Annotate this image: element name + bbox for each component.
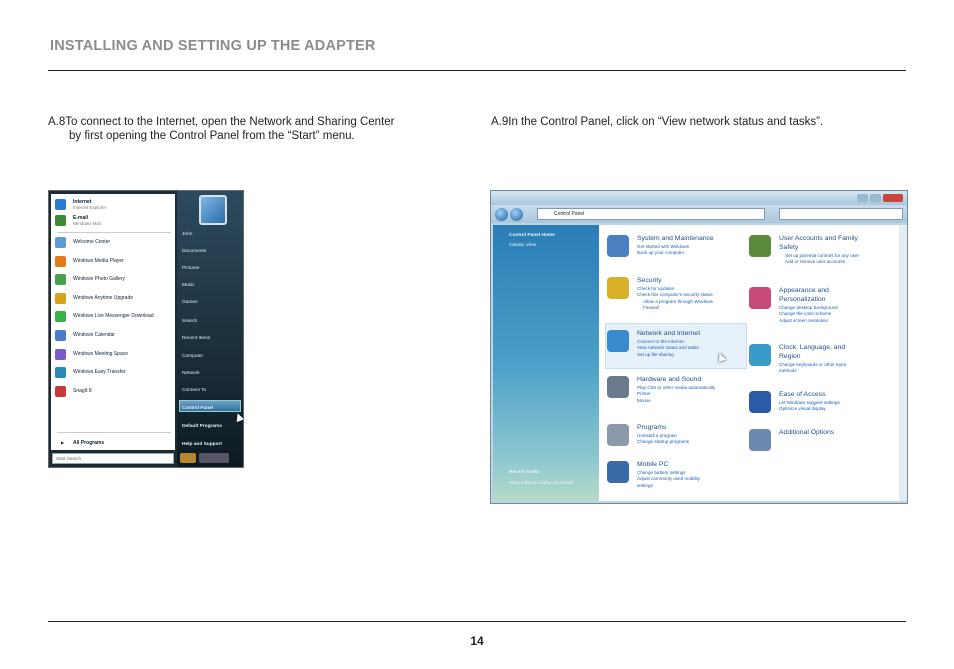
control-panel-screenshot [490, 190, 908, 504]
category-link[interactable]: Change battery settings [637, 470, 686, 475]
category-link[interactable]: Mouse [637, 397, 651, 403]
lock-button-icon[interactable] [199, 453, 229, 463]
all-programs-label: All Programs [73, 440, 105, 446]
start-pinned-subtitle: Windows Mail [73, 221, 101, 226]
category-link[interactable]: Check this computer's security status [637, 292, 713, 298]
start-recent-title: Windows Photo Gallery [73, 276, 125, 283]
internet-explorer-icon [55, 199, 66, 210]
category-link[interactable]: Let Windows suggest settings [779, 400, 840, 405]
category-link[interactable]: Allow a program through Windows [643, 298, 713, 304]
category-title[interactable]: Hardware and Sound [637, 376, 702, 383]
category-title[interactable]: Programs [637, 424, 667, 431]
category-title-line2[interactable]: Region [779, 353, 801, 360]
start-right-item[interactable]: Computer [182, 354, 204, 359]
step-a8-number: A.8 [48, 116, 66, 128]
search-input[interactable] [779, 208, 903, 220]
step-a8 [48, 115, 468, 143]
messenger-icon [55, 311, 66, 322]
category-link[interactable]: methods [779, 368, 797, 374]
category-title[interactable]: Appearance and [779, 287, 829, 294]
start-right-item[interactable]: Control Panel [182, 406, 214, 411]
arrow-right-icon: ▶ [61, 440, 65, 445]
maximize-icon[interactable] [870, 194, 881, 202]
category-link[interactable]: Get started with Windows [637, 244, 690, 249]
classic-view-link[interactable]: Classic View [509, 243, 537, 248]
start-pinned-title: E-mail [73, 215, 89, 221]
task-pane [493, 225, 599, 501]
start-right-item[interactable]: Connect To [182, 388, 207, 393]
start-right-item[interactable]: John [182, 232, 193, 237]
category-link[interactable]: Change desktop background [779, 305, 838, 310]
media-player-icon [55, 256, 66, 267]
category-title[interactable]: Additional Options [779, 429, 835, 436]
start-recent-title: Windows Meeting Space [73, 350, 129, 357]
start-recent-title: Windows Anytime Upgrade [73, 294, 134, 301]
category-link[interactable]: Play CDs or other media automatically [637, 385, 716, 390]
category-title-line2[interactable]: Personalization [779, 296, 826, 303]
step-a8-line1: To connect to the Internet, open the Network and Sharing Center [65, 116, 395, 128]
start-menu-screenshot [48, 190, 244, 468]
start-menu-divider [57, 232, 171, 233]
category-link[interactable]: Firewall [643, 305, 659, 311]
start-menu-programs-pane [51, 194, 175, 450]
start-right-item[interactable]: Recent Items [182, 336, 211, 341]
programs-icon [607, 424, 629, 446]
recent-task-link[interactable]: View network status and tasks [509, 481, 574, 486]
forward-arrow-icon[interactable] [510, 208, 523, 221]
footer-rule [48, 621, 906, 622]
hardware-sound-icon [607, 376, 629, 398]
easy-transfer-icon [55, 367, 66, 378]
welcome-icon [55, 237, 66, 248]
page-number: 14 [470, 634, 484, 648]
start-menu-divider [57, 432, 171, 433]
minimize-icon[interactable] [857, 194, 868, 202]
photo-gallery-icon [55, 274, 66, 285]
address-bar[interactable]: Control Panel [537, 208, 765, 220]
start-recent-title: Windows Live Messenger Download [73, 313, 154, 320]
scrollbar[interactable] [899, 225, 907, 501]
category-link[interactable]: Printer [637, 391, 651, 397]
start-recent-title: SnagIt 8 [73, 387, 92, 394]
additional-options-icon [749, 429, 771, 451]
category-link[interactable]: Adjust commonly used mobility [637, 476, 701, 482]
start-search-input[interactable]: Start Search [52, 453, 174, 464]
category-link[interactable]: Check for updates [637, 286, 675, 291]
start-right-item[interactable]: Network [182, 371, 200, 376]
category-link[interactable]: Uninstall a program [637, 433, 677, 438]
category-link[interactable]: Add or remove user accounts [785, 259, 846, 265]
step-a8-line2: by first opening the Control Panel from the “Start” menu. [69, 130, 355, 142]
window-title-bar [491, 191, 907, 205]
start-right-item[interactable]: Music [182, 283, 195, 288]
category-link[interactable]: Adjust screen resolution [779, 317, 829, 323]
section-header: INSTALLING AND SETTING UP THE ADAPTER [50, 38, 376, 54]
calendar-icon [55, 330, 66, 341]
mobile-pc-icon [607, 461, 629, 483]
navigation-bar [491, 205, 907, 223]
recent-tasks-heading: Recent Tasks [509, 470, 540, 475]
start-right-item[interactable]: Games [182, 300, 198, 305]
category-link[interactable]: Set up parental controls for any user [785, 253, 860, 258]
category-link[interactable]: Change startup programs [637, 439, 690, 445]
appearance-icon [749, 287, 771, 309]
category-title[interactable]: Ease of Access [779, 391, 826, 398]
close-icon[interactable] [883, 194, 903, 202]
category-link[interactable]: Change keyboards or other input [779, 362, 846, 367]
start-recent-title: Windows Calendar [73, 332, 115, 338]
user-picture-icon [199, 195, 227, 225]
mail-icon [55, 215, 66, 226]
header-rule [48, 70, 906, 71]
ease-of-access-icon [749, 391, 771, 413]
category-link[interactable]: Back up your computer [637, 250, 685, 256]
network-internet-icon [607, 330, 629, 352]
category-title-line2[interactable]: Safety [779, 244, 799, 251]
start-recent-title: Windows Easy Transfer [73, 369, 126, 376]
category-link[interactable]: View network status and tasks [637, 345, 699, 351]
start-right-item[interactable]: Pictures [182, 266, 200, 271]
category-link[interactable]: Connect to the Internet [637, 339, 684, 344]
start-right-item[interactable]: Documents [182, 249, 207, 254]
user-accounts-icon [749, 235, 771, 257]
snagit-icon [55, 386, 66, 397]
category-link[interactable]: settings [637, 482, 653, 488]
meeting-space-icon [55, 349, 66, 360]
category-title[interactable]: Mobile PC [637, 461, 669, 468]
start-recent-title: Windows Media Player [73, 257, 124, 264]
power-button-icon[interactable] [180, 453, 196, 463]
security-shield-icon [607, 277, 629, 299]
start-menu-right-pane [177, 191, 243, 467]
category-link[interactable]: Set up file sharing [637, 351, 674, 357]
start-right-item[interactable]: Help and Support [182, 442, 222, 447]
start-pinned-title: Internet [73, 199, 92, 205]
category-title[interactable]: Security [637, 277, 662, 284]
start-right-item[interactable]: Search [182, 319, 198, 324]
step-a9-number: A.9 [491, 116, 509, 128]
category-title[interactable]: System and Maintenance [637, 235, 714, 242]
control-panel-home-link[interactable]: Control Panel Home [509, 233, 555, 238]
category-title[interactable]: Clock, Language, and [779, 344, 846, 351]
category-title[interactable]: Network and Internet [637, 330, 701, 337]
start-right-item[interactable]: Default Programs [182, 424, 222, 429]
clock-language-icon [749, 344, 771, 366]
upgrade-icon [55, 293, 66, 304]
category-link[interactable]: Optimize visual display [779, 406, 826, 412]
category-title[interactable]: User Accounts and Family [779, 235, 858, 242]
system-maintenance-icon [607, 235, 629, 257]
start-pinned-subtitle: Internet Explorer [73, 205, 107, 210]
start-recent-title: Welcome Center [73, 239, 111, 245]
step-a9 [491, 115, 901, 129]
category-link[interactable]: Change the color scheme [779, 311, 832, 317]
step-a9-text: In the Control Panel, click on “View network status and tasks”. [508, 116, 824, 128]
back-arrow-icon[interactable] [495, 208, 508, 221]
